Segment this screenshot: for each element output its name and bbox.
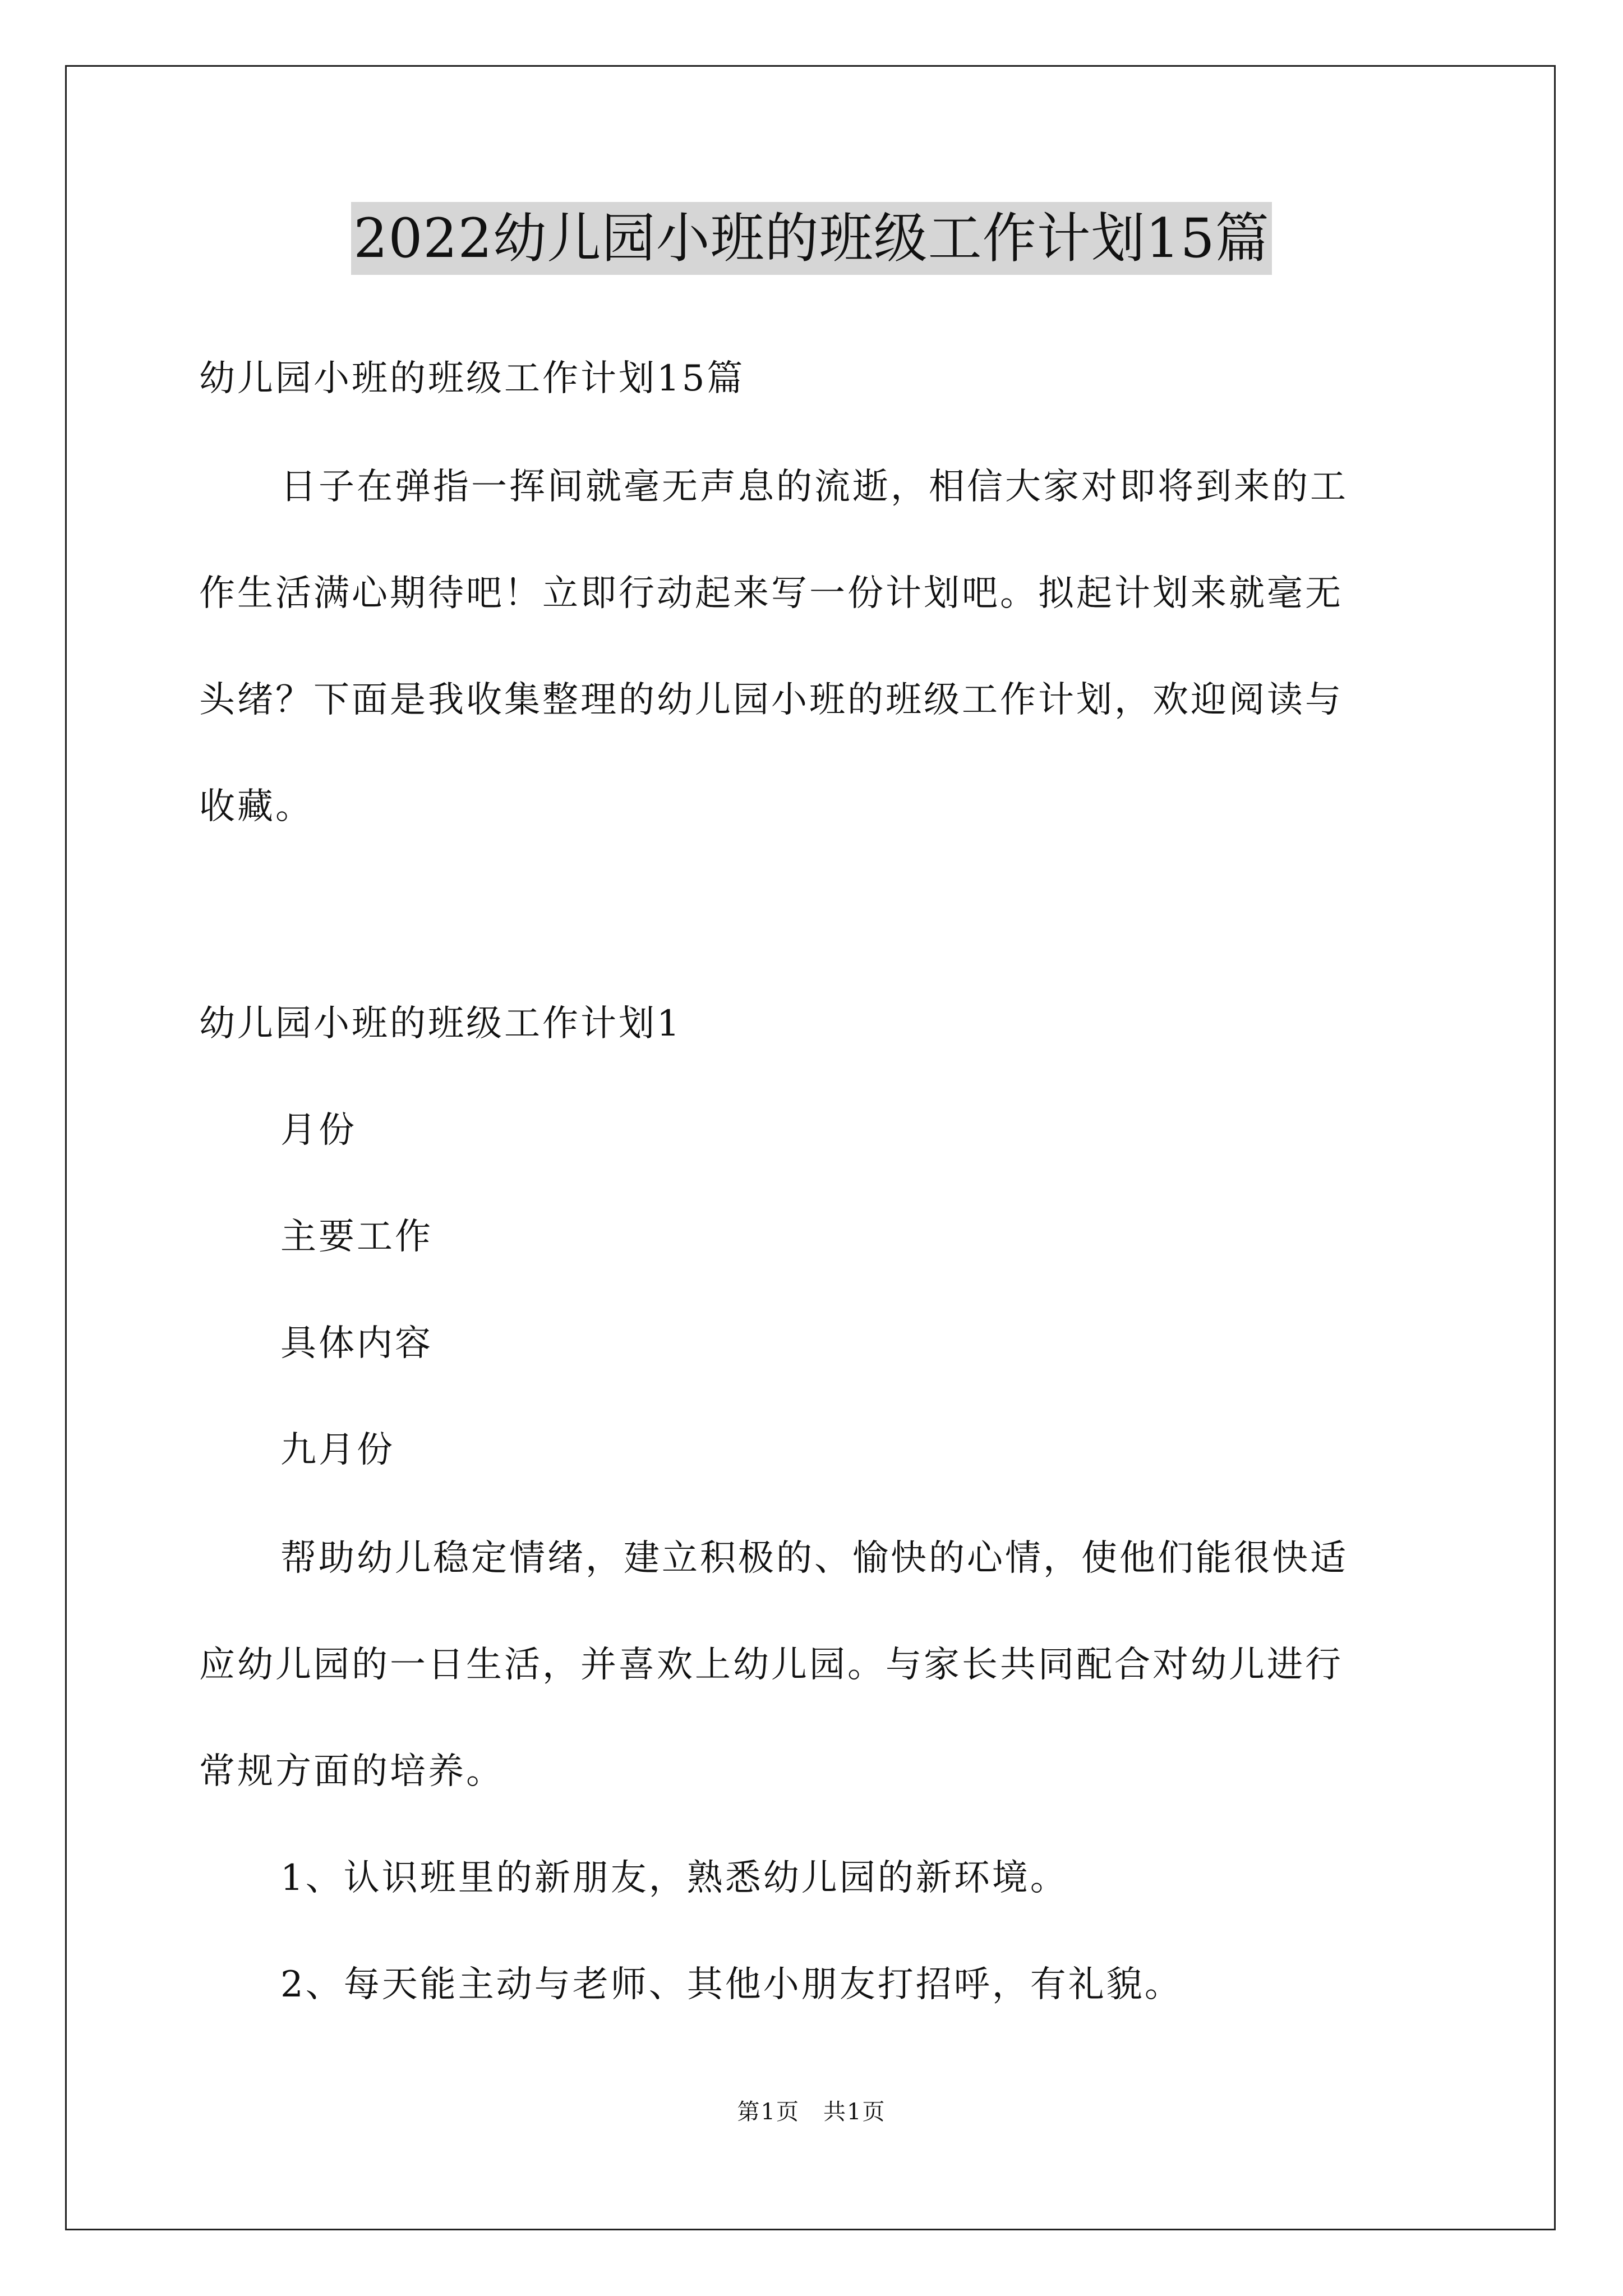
label-september: 九月份 — [280, 1429, 395, 1471]
list-item-1: 1、认识班里的新朋友，熟悉幼儿园的新环境。 — [280, 1857, 1068, 1899]
label-details: 具体内容 — [280, 1323, 433, 1364]
intro-line-1: 日子在弹指一挥间就毫无声息的流逝，相信大家对即将到来的工 — [280, 466, 1348, 508]
paragraph-line-2: 应幼儿园的一日生活，并喜欢上幼儿园。与家长共同配合对幼儿进行 — [199, 1644, 1343, 1686]
document-title: 2022幼儿园小班的班级工作计划15篇 — [351, 202, 1271, 275]
section-heading: 幼儿园小班的班级工作计划1 — [199, 1003, 682, 1045]
intro-line-2: 作生活满心期待吧！立即行动起来写一份计划吧。拟起计划来就毫无 — [199, 573, 1343, 614]
title-container — [0, 202, 1623, 275]
document-subtitle: 幼儿园小班的班级工作计划15篇 — [199, 358, 745, 399]
label-month: 月份 — [280, 1110, 357, 1151]
paragraph-line-3: 常规方面的培养。 — [199, 1751, 504, 1792]
paragraph-line-1: 帮助幼儿稳定情绪，建立积极的、愉快的心情，使他们能很快适 — [280, 1538, 1348, 1579]
page-footer: 第1页 共1页 — [737, 2099, 886, 2125]
intro-line-4: 收藏。 — [199, 786, 313, 827]
label-main-work: 主要工作 — [280, 1216, 433, 1258]
list-item-2: 2、每天能主动与老师、其他小朋友打招呼，有礼貌。 — [280, 1964, 1183, 2005]
intro-line-3: 头绪？下面是我收集整理的幼儿园小班的班级工作计划，欢迎阅读与 — [199, 679, 1343, 721]
